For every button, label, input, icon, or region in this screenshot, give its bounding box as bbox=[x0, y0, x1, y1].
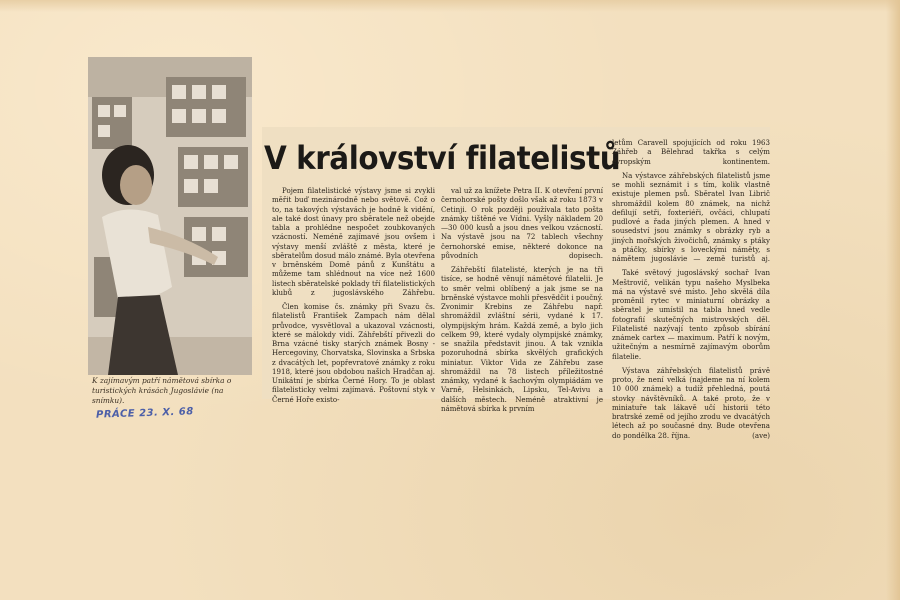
paragraph: Na výstavce záhřebských filatelistů jsme se mohli seznámit i s tím, kolik vlastně existuje plemen psů. Sběratel Ivan Librič shromáždil kolem 80 známek, na nichž defilují setři, foxteriéři, ovčáci, chlupatí pudlové a řada jiných plemen. A hned v sousedství jsou známky s obrázky ryb a jiných mořských živočichů, známky s ptáky a ptáčky, sbírky s loveckými náměty, s námětem jugoslávie — země turistů aj. bbox=[612, 170, 770, 263]
paper-edge-right bbox=[886, 0, 900, 600]
paragraph: Výstava záhřebských filatelistů právě proto, že není velká (najdeme na ní kolem 10 000 známek) a tudíž přehledná, poutá stovky návštěvníků. A také proto, že v miniatuře tak lákavě učí historii této bratrské země od jejího zrodu ve dvacátých létech až po současné dny. Bude otevřena do pondělka 28. října. bbox=[612, 365, 770, 440]
article-photo bbox=[88, 57, 252, 375]
paragraph: Člen komise čs. známky při Svazu čs. filatelistů František Zampach nám dělal průvodce, vysvětloval a ukazoval vzácnosti, které se málokdy vidí. Záhřebští přivezli do Brna vzácné tisky starých známek Bosny - Hercegoviny, Chorvatska, Slovinska a Srbska z dvacátých let, popřevratové známky z roku 1918, které jsou obdobou našich Hradčan aj. Unikátní je sbírka Černé Hory. To je oblast filatelisticky velmi zajímavá. Poštovní styk v Černé Hoře existo- bbox=[272, 302, 435, 404]
paragraph: Také světový jugoslávský sochař Ivan Meštrovič, velikán typu našeho Myslbeka má na výstavě své místo. Jeho skvělá díla proměnil rytec v miniaturní obrázky a sběratel je umístil na tabla hned vedle fotografií skutečných mistrovských děl. Filatelisté nazývají tento způsob sbírání známek cartex — maximum. Patří k novým, užitečným a nesmírně zajímavým oborům filatelie. bbox=[612, 268, 770, 361]
article-column-1 bbox=[272, 186, 435, 409]
paragraph: letům Caravell spojujících od roku 1963 Záhřeb a Bělehrad takřka s celým evropským kontinentem. bbox=[612, 138, 770, 166]
paragraph: Záhřebští filatelisté, kterých je na tři tisíce, se hodně věnují námětové filatelii. Je to směr velmi oblíbený a jak jsme se na brněnské výstavce mohli přesvědčit i poučný. Zvonimir Krebins ze Záhřebu např. shromáždil zvláštní sérii, vydané k 17. olympijským hrám. Každá země, a bylo jich celkem 99, které vydaly olympijské známky, se snažila představit jinou. A tak vznikla pozoruhodná sbírka skvělých grafických miniatur. Viktor Vida ze Záhřebu zase shromáždil na 78 listech příležitostné známky, vydané k šachovým olympiádám ve Varně, Helsinkách, Lipsku, Tel-Avivu a dalších městech. Neméně atraktivní je námětová sbírka k prvním bbox=[441, 265, 603, 413]
article-column-3 bbox=[612, 138, 770, 445]
article-column-2 bbox=[441, 186, 603, 418]
photo-caption: K zajímavým patří námětová sbírka o turistických krásách Jugoslávie (na snímku). bbox=[92, 376, 232, 405]
paragraph: Pojem filatelistické výstavy jsme si zvykli měřit buď mezinárodně nebo světově. Což o to, na takových výstavách je hodně k vidění, ale také dost únavy pro sběratele než obejde tabla a prohlédne nespočet zoubkovaných vzácností. Neméně zajímavé jsou ovšem i výstavy menší zvláště z města, které je sběratelům dosud málo známé. Byla otevřena v brněnském Domě pánů z Kunštátu a můžeme tam shlédnout na více než 1600 listech sběratelské poklady tří filatelistických klubů z jugoslávského Záhřebu. bbox=[272, 186, 436, 297]
newspaper-stamp: PRÁCE 23. X. 68 bbox=[95, 406, 194, 421]
paragraph: val už za knížete Petra II. K otevření první černohorské pošty došlo však až roku 1873 v Cetinji. O rok později používala tato pošta známky tištěné ve Vídni. Vyšly nákladem 20—30 000 kusů a jsou dnes velkou vzácností. Na výstavě jsou na 72 tablech všechny černohorské emise, některé dokonce na původních dopisech. bbox=[441, 186, 603, 260]
paper-edge-top bbox=[0, 0, 900, 12]
article-headline: V království filatelistů bbox=[264, 139, 621, 177]
author-signature: (ave) bbox=[752, 430, 770, 440]
photo-illustration bbox=[88, 57, 252, 375]
